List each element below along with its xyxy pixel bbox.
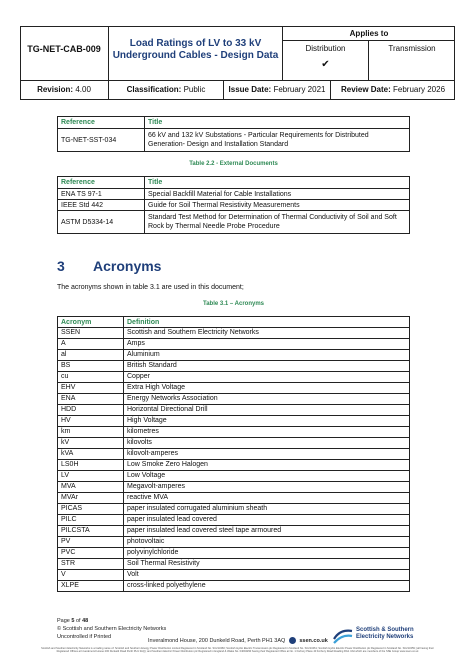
table-3-1-caption: Table 3.1 – Acronyms (202, 301, 265, 307)
revision-label: Revision: (37, 85, 74, 94)
copyright-text: © Scottish and Southern Electricity Networks (57, 626, 167, 632)
column-header: Definition (124, 317, 410, 328)
table-row (58, 200, 410, 211)
table-row (58, 471, 410, 482)
internal-documents-table (57, 116, 410, 152)
definition-cell: Low Smoke Zero Halogen (124, 460, 410, 471)
acronym-cell: LV (58, 471, 124, 482)
table-row (58, 416, 410, 427)
table-header-row (58, 117, 410, 129)
document-title-line2: Underground Cables - Design Data (112, 50, 279, 61)
definition-cell: Amps (124, 339, 410, 350)
acronym-cell: XLPE (58, 581, 124, 592)
table-row (58, 493, 410, 504)
column-header: Title (145, 117, 410, 129)
definition-cell: reactive MVA (124, 493, 410, 504)
distribution-checkmark-icon: ✔ (321, 59, 330, 70)
table-row (58, 504, 410, 515)
table-row (58, 211, 410, 234)
revision-field (20, 85, 108, 94)
section-number: 3 (57, 258, 65, 274)
table-row (58, 350, 410, 361)
classification-value: Public (183, 85, 206, 94)
revision-value: 4.00 (75, 85, 91, 94)
table-header-row (58, 317, 410, 328)
page-current: 5 (71, 618, 75, 624)
definition-cell: Megavolt-amperes (124, 482, 410, 493)
table-row (58, 559, 410, 570)
definition-cell: Volt (124, 570, 410, 581)
table-row (58, 537, 410, 548)
definition-cell: kilometres (124, 427, 410, 438)
acronym-cell: PVC (58, 548, 124, 559)
table-row (58, 526, 410, 537)
title-cell: Guide for Soil Thermal Resistivity Measurements (145, 200, 410, 211)
acronym-cell: kV (58, 438, 124, 449)
logo-text (356, 627, 414, 641)
acronym-cell: BS (58, 361, 124, 372)
definition-cell: Scottish and Southern Electricity Networks (124, 328, 410, 339)
table-row (58, 394, 410, 405)
acronym-cell: PILCSTA (58, 526, 124, 537)
definition-cell: paper insulated lead covered steel tape armoured (124, 526, 410, 537)
table-row (58, 372, 410, 383)
legal-small-print: Scottish and Southern Electricity Networks is a trading name of: Scottish and Southern Energy Power Distribution Limited Registered in Scotland No. SC213460; Scottish Hydro Electric Transmission plc Registered in Scotland No. SC213461; Scottish Hydro Electric Power Distribution plc Registered in Scotland No. SC213459; (all having their Registered Offices at Inveralmond House 200 Dunkeld Road Perth PH1 3AQ); and Southern Electric Power Distribution plc Registered in England & Wales No. 04094290 having their Registered Office at No. 1 Forbury Place 43 Forbury Road Reading RG1 3JH which are members of the SSE Group www.ssen.co.uk (41, 647, 434, 654)
acronym-cell: HV (58, 416, 124, 427)
reference-cell: ASTM D5334-14 (58, 211, 145, 234)
logo-line2: Electricity Networks (356, 634, 414, 640)
definition-cell: polyvinylchloride (124, 548, 410, 559)
acronym-cell: cu (58, 372, 124, 383)
definition-cell: photovoltaic (124, 537, 410, 548)
address-text: Inveralmond House, 200 Dunkeld Road, Perth PH1 3AQ (148, 637, 286, 644)
website-globe-icon (289, 637, 296, 644)
acronym-cell: PV (58, 537, 124, 548)
table-row (58, 570, 410, 581)
ssen-logo-icon (332, 625, 354, 645)
table-row (58, 427, 410, 438)
table-row (58, 129, 410, 152)
title-cell: Special Backfill Material for Cable Installations (145, 189, 410, 200)
page-number (57, 617, 166, 625)
acronym-cell: kVA (58, 449, 124, 460)
table-row (58, 383, 410, 394)
definition-cell: cross-linked polyethylene (124, 581, 410, 592)
acronym-cell: PILC (58, 515, 124, 526)
column-header: Acronym (58, 317, 124, 328)
acronym-cell: MVAr (58, 493, 124, 504)
definition-cell: kilovolt-amperes (124, 449, 410, 460)
definition-cell: Aluminium (124, 350, 410, 361)
ssen-logo (332, 625, 444, 647)
footer-address (148, 637, 328, 644)
definition-cell: High Voltage (124, 416, 410, 427)
table-row (58, 361, 410, 372)
classification-field (109, 85, 223, 94)
definition-cell: Extra High Voltage (124, 383, 410, 394)
acronyms-table (57, 316, 410, 592)
column-header: Title (145, 177, 410, 189)
table-row (58, 328, 410, 339)
acronym-cell: ENA (58, 394, 124, 405)
table-2-2-caption: Table 2.2 - External Documents (189, 161, 278, 167)
table-row (58, 339, 410, 350)
distribution-label: Distribution (305, 44, 346, 53)
table-row (58, 189, 410, 200)
acronym-cell: km (58, 427, 124, 438)
table-row (58, 581, 410, 592)
transmission-label: Transmission (388, 44, 436, 53)
definition-cell: Low Voltage (124, 471, 410, 482)
review-date-label: Review Date: (340, 85, 391, 94)
acronym-cell: PICAS (58, 504, 124, 515)
review-date-value: February 2026 (393, 85, 446, 94)
definition-cell: Soil Thermal Resistivity (124, 559, 410, 570)
column-header: Reference (58, 177, 145, 189)
acronym-cell: STR (58, 559, 124, 570)
acronym-cell: EHV (58, 383, 124, 394)
website-link[interactable]: ssen.co.uk (299, 637, 328, 644)
page-mid: of (74, 618, 83, 624)
acronym-cell: al (58, 350, 124, 361)
acronym-cell: HDD (58, 405, 124, 416)
table-row (58, 548, 410, 559)
document-id: TG-NET-CAB-009 (27, 44, 101, 54)
definition-cell: British Standard (124, 361, 410, 372)
issue-date-label: Issue Date: (228, 85, 272, 94)
section-intro: The acronyms shown in table 3.1 are used in this document; (57, 284, 244, 291)
table-row (58, 515, 410, 526)
reference-cell: TG-NET-SST-034 (58, 129, 145, 152)
definition-cell: paper insulated lead covered (124, 515, 410, 526)
definition-cell: Copper (124, 372, 410, 383)
acronym-cell: A (58, 339, 124, 350)
title-cell: Standard Test Method for Determination of Thermal Conductivity of Soil and Soft Rock by Thermal Needle Probe Procedure (145, 211, 410, 234)
acronyms-table-body (58, 328, 410, 592)
table-row (58, 460, 410, 471)
section-title: Acronyms (93, 258, 162, 274)
logo-line1: Scottish & Southern (356, 627, 414, 633)
definition-cell: Horizontal Directional Drill (124, 405, 410, 416)
applies-to-heading: Applies to (349, 29, 389, 38)
document-header-grid (20, 26, 455, 100)
acronym-cell: MVA (58, 482, 124, 493)
acronym-cell: SSEN (58, 328, 124, 339)
acronym-cell: V (58, 570, 124, 581)
reference-cell: IEEE Std 442 (58, 200, 145, 211)
definition-cell: kilovolts (124, 438, 410, 449)
document-title (109, 38, 282, 62)
acronym-cell: LS0H (58, 460, 124, 471)
external-documents-table (57, 176, 410, 234)
table-row (58, 449, 410, 460)
table-row (58, 482, 410, 493)
issue-date-value: February 2021 (273, 85, 326, 94)
uncontrolled-text: Uncontrolled if Printed (57, 634, 112, 640)
table-row (58, 438, 410, 449)
table-row (58, 405, 410, 416)
page-total: 48 (82, 618, 89, 624)
column-header: Reference (58, 117, 145, 129)
definition-cell: Energy Networks Association (124, 394, 410, 405)
title-cell: 66 kV and 132 kV Substations - Particular Requirements for Distributed Generation- Design and Installation Standard (145, 129, 410, 152)
definition-cell: paper insulated corrugated aluminium sheath (124, 504, 410, 515)
table-header-row (58, 177, 410, 189)
document-title-line1: Load Ratings of LV to 33 kV (129, 38, 262, 49)
classification-label: Classification: (126, 85, 182, 94)
review-date-field (331, 85, 455, 94)
page-prefix: Page (57, 618, 72, 624)
reference-cell: ENA TS 97-1 (58, 189, 145, 200)
issue-date-field (224, 85, 330, 94)
